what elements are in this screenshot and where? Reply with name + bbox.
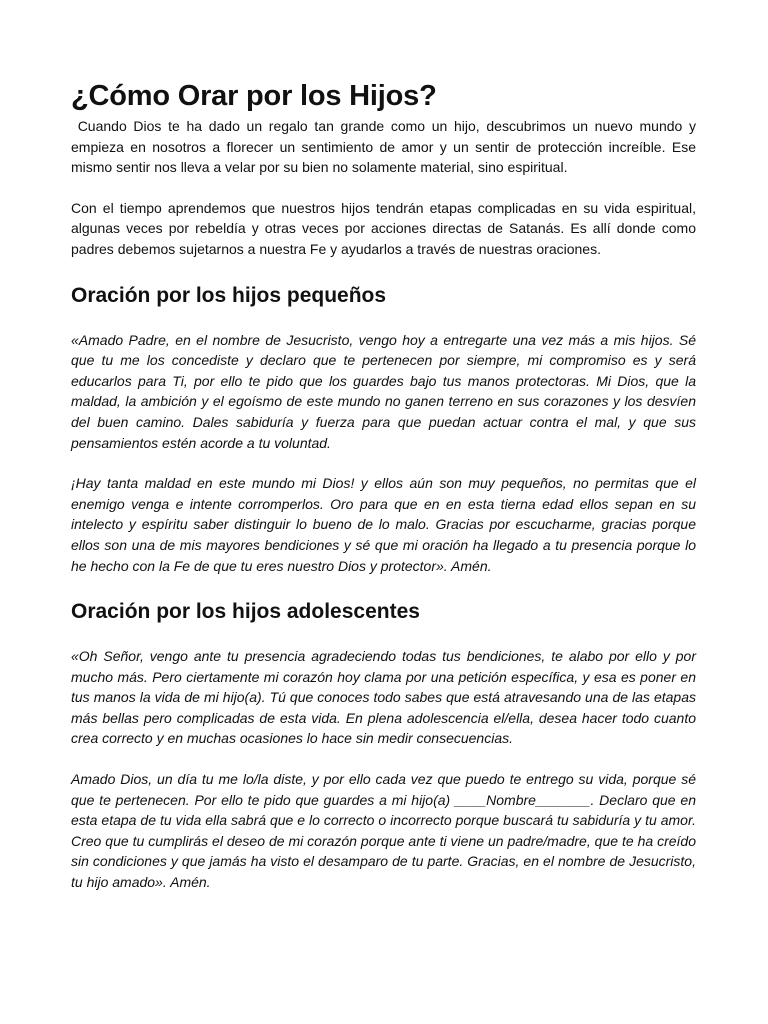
prayer-small-children-paragraph-1: «Amado Padre, en el nombre de Jesucristo, vengo hoy a entregarte una vez más a mis hijos. Sé que tu me los concediste y declaro que te pertenecen por siempre, mi compromiso es y será educarlos para Ti, por ello te pido que los guardes bajo tus manos protectoras. Mi Dios, que la maldad, la ambición y el egoísmo de este mundo no ganen terreno en sus corazones y los desvíen del buen camino. Dales sabiduría y fuerza para que puedan actuar contra el mal, y que sus pensamientos estén acorde a tu voluntad. [71, 331, 696, 451]
prayer-teenagers-paragraph-2: Amado Dios, un día tu me lo/la diste, y por ello cada vez que puedo te entrego su vida, porque sé que te pertenecen. Por ello te pido que guardes a mi hijo(a) ____Nombre_______. Declaro que en esta etapa de tu vida ella sabrá que e lo correcto o incorrecto porque buscará tu sabiduría y tu amor. Creo que tu cumplirás el deseo de mi corazón porque ante ti viene un padre/madre, que te ha creído sin condiciones y que jamás ha visto el desamparo de tu parte. Gracias, en el nombre de Jesucristo, tu hijo amado». Amén. [71, 771, 696, 891]
intro-paragraph-1: Cuando Dios te ha dado un regalo tan grande como un hijo, descubrimos un nuevo mundo y empieza en nosotros a florecer un sentimiento de amor y un sentir de protección increíble. Ese mismo sentir nos lleva a velar por su bien no solamente material, sino espiritual. [71, 118, 700, 176]
prayer-teenagers-paragraph-1: «Oh Señor, vengo ante tu presencia agradeciendo todas tus bendiciones, te alabo por ello y por mucho más. Pero ciertamente mi corazón hoy clama por una petición específica, y esa es poner en tus manos la vida de mi hijo(a). Tú que conoces todo sabes que está atravesando una de las etapas más bellas pero complicadas de esta vida. En plena adolescencia el/ella, desea hacer todo cuanto crea correcto y en muchas ocasiones lo hace sin medir consecuencias. [71, 648, 696, 747]
section-heading-small-children: Oración por los hijos pequeños [71, 283, 387, 307]
section-heading-teenagers: Oración por los hijos adolescentes [71, 600, 420, 624]
page-title: ¿Cómo Orar por los Hijos? [71, 80, 437, 112]
prayer-small-children-paragraph-2: ¡Hay tanta maldad en este mundo mi Dios! y ellos aún son muy pequeños, no permitas que el enemigo venga e intente corromperlos. Oro para que en en esta tierna edad ellos sepan en su intelecto y espíritu saber distinguir lo bueno de lo malo. Gracias por escucharme, gracias porque ellos son una de mis mayores bendiciones y sé que mi oración ha llegado a tu presencia porque lo he hecho con la Fe de que tu eres nuestro Dios y protector». Amén. [71, 475, 696, 574]
intro-paragraph-2: Con el tiempo aprendemos que nuestros hijos tendrán etapas complicadas en su vida espiritual, algunas veces por rebeldía y otras veces por acciones directas de Satanás. Es allí donde como padres debemos sujetarnos a nuestra Fe y ayudarlos a través de nuestras oraciones. [71, 199, 696, 257]
